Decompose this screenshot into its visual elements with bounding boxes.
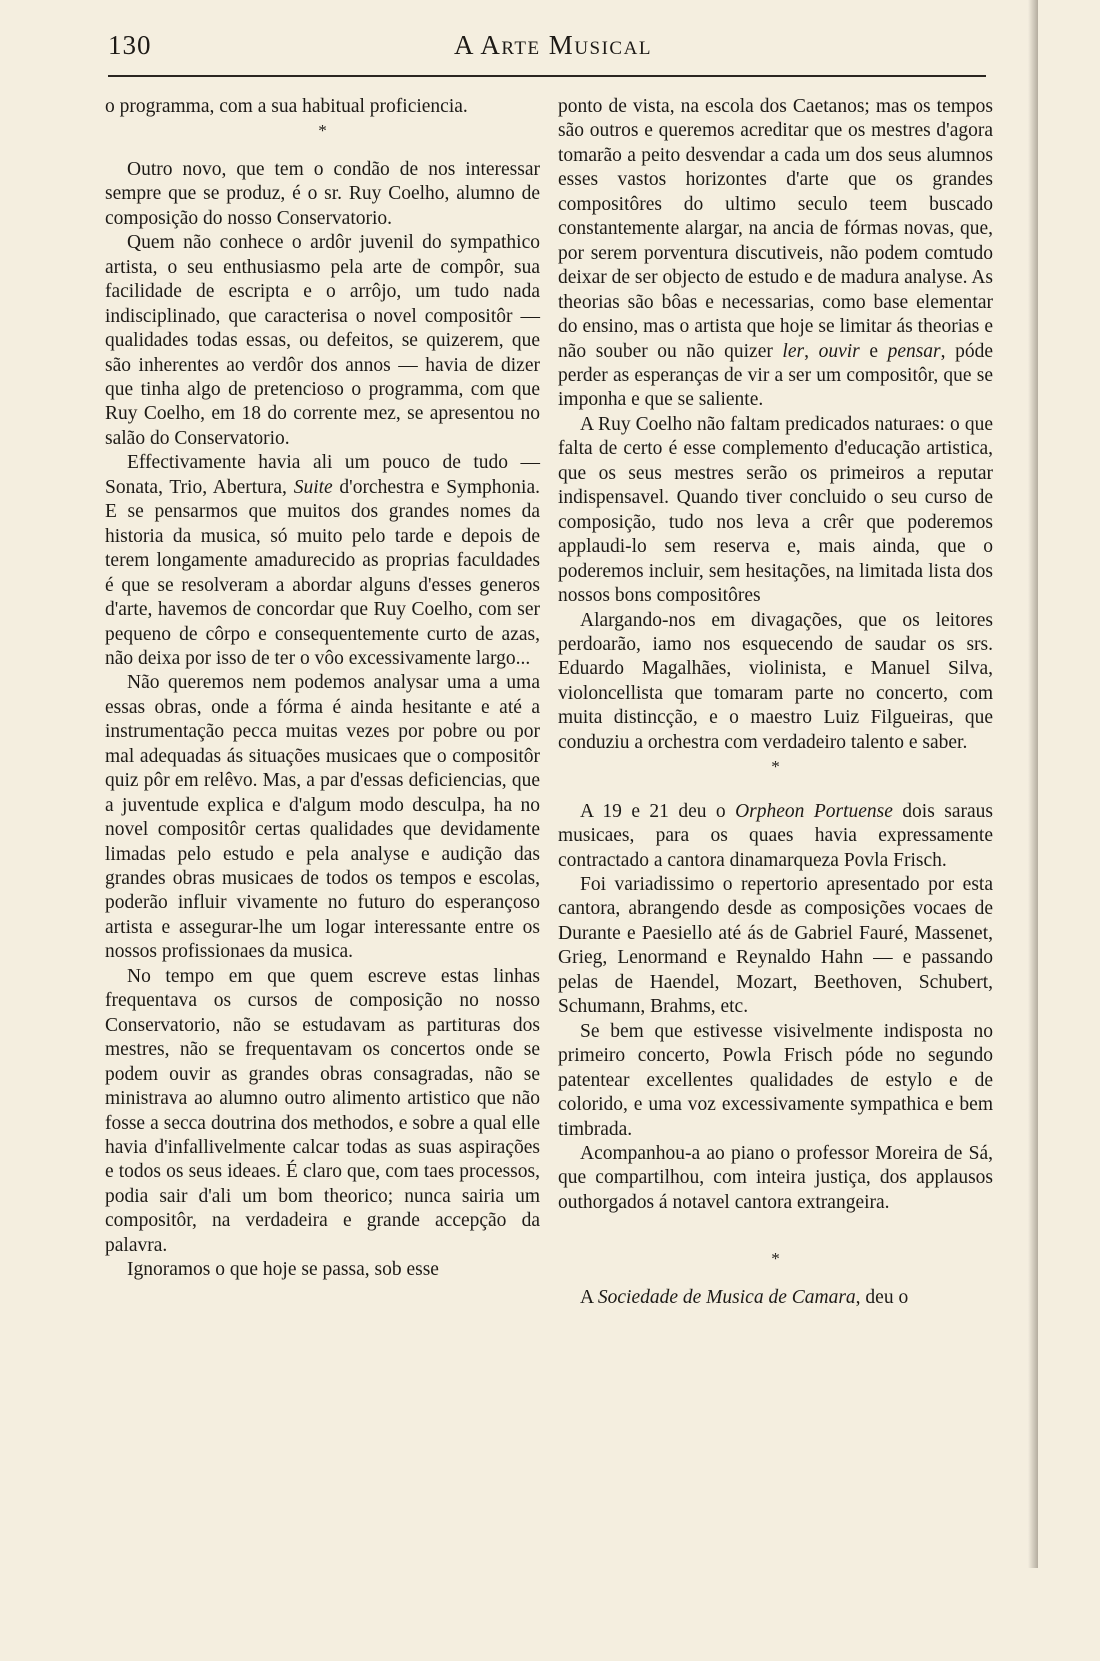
paragraph: A Sociedade de Musica de Camara, deu o — [580, 1286, 909, 1308]
paragraph: Foi variadissimo o repertorio apresentado por esta cantora, abrangendo desde as composições vocaes de Durante e Paesiello até ás de Gabriel Fauré, Massenet, Grieg, Lenormand e Reynaldo Hahn — e passando pelas de Haendel, Mozart, Beethoven, Schubert, Schumann, Brahms, etc. — [558, 874, 993, 1018]
spacer — [558, 780, 993, 800]
section-separator: * — [318, 121, 327, 141]
paragraph: Acompanhou-a ao piano o professor Moreira de Sá, que compartilhou, com inteira justiça, dos applausos outhorgados á notavel cantora extrangeira. — [558, 1143, 993, 1213]
paragraph: Quem não conhece o ardôr juvenil do sympathico artista, o seu enthusiasmo pela arte de compôr, sua facilidade de escripta e o arrôjo, um tudo nada indisciplinado, que caracterisa o novel compositôr — qualidades todas essas, ou defeitos, se quizerem, que são inherentes ao verdôr dos annos — havia de dizer que tinha algo de pretencioso o programma, com que Ruy Coelho, em 18 do corrente mez, se apresentou no salão do Conservatorio. — [105, 232, 540, 449]
paragraph: Ignoramos o que hoje se passa, sob esse — [127, 1259, 439, 1281]
page-number: 130 — [108, 30, 152, 60]
right-column — [558, 95, 993, 1310]
paragraph: A 19 e 21 deu o Orpheon Portuense dois saraus musicaes, para os quaes havia expressamente contractado a cantora dinamarqueza Povla Frisch. — [558, 800, 993, 871]
running-title: A Arte Musical — [454, 30, 652, 60]
paragraph: Outro novo, que tem o condão de nos interessar sempre que se produz, é o sr. Ruy Coelho, alumno de composição do nosso Conservatorio. — [105, 158, 540, 229]
paragraph: Não queremos nem podemos analysar uma a uma essas obras, onde a fórma é ainda hesitante e até a instrumentação pecca muitas vezes por pobre ou por mal adequadas ás situações musicaes que o compositôr quiz pôr em relêvo. Mas, a par d'essas deficiencias, que a juventude explica e d'algum modo desculpa, ha no novel compositôr certas qualidades que devidamente limadas pelo estudo e pela analyse e audição das grandes obras musicaes de todos os tempos e escolas, poderão influir vivamente no futuro do esperançoso artista e assegurar-lhe um logar interessante entre os nossos profissionaes da musica. — [105, 672, 540, 963]
spacer — [105, 144, 540, 158]
page-header — [108, 30, 998, 70]
left-column — [105, 95, 540, 1283]
section-separator: * — [771, 757, 780, 777]
paragraph: A Ruy Coelho não faltam predicados naturaes: o que falta de certo é esse complemento d'educação artistica, que os seus mestres serão os primeiros a reputar indispensavel. Quando tiver concluido o seu curso de composição, tudo nos leva a crêr que poderemos applaudi-lo sem reserva e, mais ainda, que o poderemos incluir, sem hesitações, na limitada lista dos nossos bons compositôres — [558, 413, 993, 607]
page-edge-shadow — [1028, 0, 1038, 1568]
spacer — [558, 1215, 993, 1247]
paragraph: No tempo em que quem escreve estas linhas frequentava os cursos de composição no nosso Conservatorio, não se estudavam as partituras dos mestres, não se frequentavam os concertos onde se podem ouvir as grandes obras consagradas, não se ministrava ao alumno outro alimento artistico que não fosse a secca doutrina dos methodos, e sobre a qual elle havia d'infallivelmente calcar todas as suas aspirações e todos os seus ideaes. É claro que, com taes processos, podia sair d'ali um bom theorico; nunca sairia um compositôr, na verdadeira e grande accepção da palavra. — [105, 965, 540, 1256]
paragraph: Alargando-nos em divagações, que os leitores perdoarão, iamo nos esquecendo de saudar os srs. Eduardo Magalhães, violinista, e Manuel Silva, violoncellista que tomaram parte no concerto, com muita distincção, e o maestro Luiz Filgueiras, que conduziu a orchestra com verdadeiro talento e saber. — [558, 609, 993, 753]
paragraph: Effectivamente havia ali um pouco de tudo — Sonata, Trio, Abertura, Suite d'orchestra e Symphonia. E se pensarmos que muitos dos grandes nomes da historia da musica, só muito pelo tarde e depois de terem longamente amadurecido as proprias faculdades é que se resolveram a abordar alguns d'esses generos d'arte, havemos de concordar que Ruy Coelho, com ser pequeno de côrpo e consequentemente curto de azas, não deixa por isso de ter o vôo excessivamente largo... — [105, 452, 540, 669]
paragraph: ponto de vista, na escola dos Caetanos; mas os tempos são outros e queremos acreditar que os mestres d'agora tomarão a peito desvendar a cada um dos seus alumnos esses vastos horizontes d'arte que os grandes compositôres do ultimo seculo teem buscado constantemente alargar, na ancia de fórmas novas, que, por serem porventura discutiveis, não podem comtudo deixar de ser objecto de estudo e de madura analyse. As theorias são bôas e necessarias, como base elementar do ensino, mas o artista que hoje se limitar ás theorias e não souber ou não quizer ler, ouvir e pensar, póde perder as esperanças de vir a ser um compositôr, que se imponha e que se saliente. — [558, 96, 994, 411]
section-separator: * — [771, 1249, 780, 1269]
header-rule — [108, 75, 986, 77]
paragraph: o programma, com a sua habitual proficiencia. — [105, 96, 468, 117]
spacer — [558, 1272, 993, 1286]
paragraph: Se bem que estivesse visivelmente indisposta no primeiro concerto, Powla Frisch póde no segundo patentear excellentes qualidades de estylo e de colorido, e uma voz excessivamente sympathica e bem timbrada. — [558, 1020, 993, 1140]
